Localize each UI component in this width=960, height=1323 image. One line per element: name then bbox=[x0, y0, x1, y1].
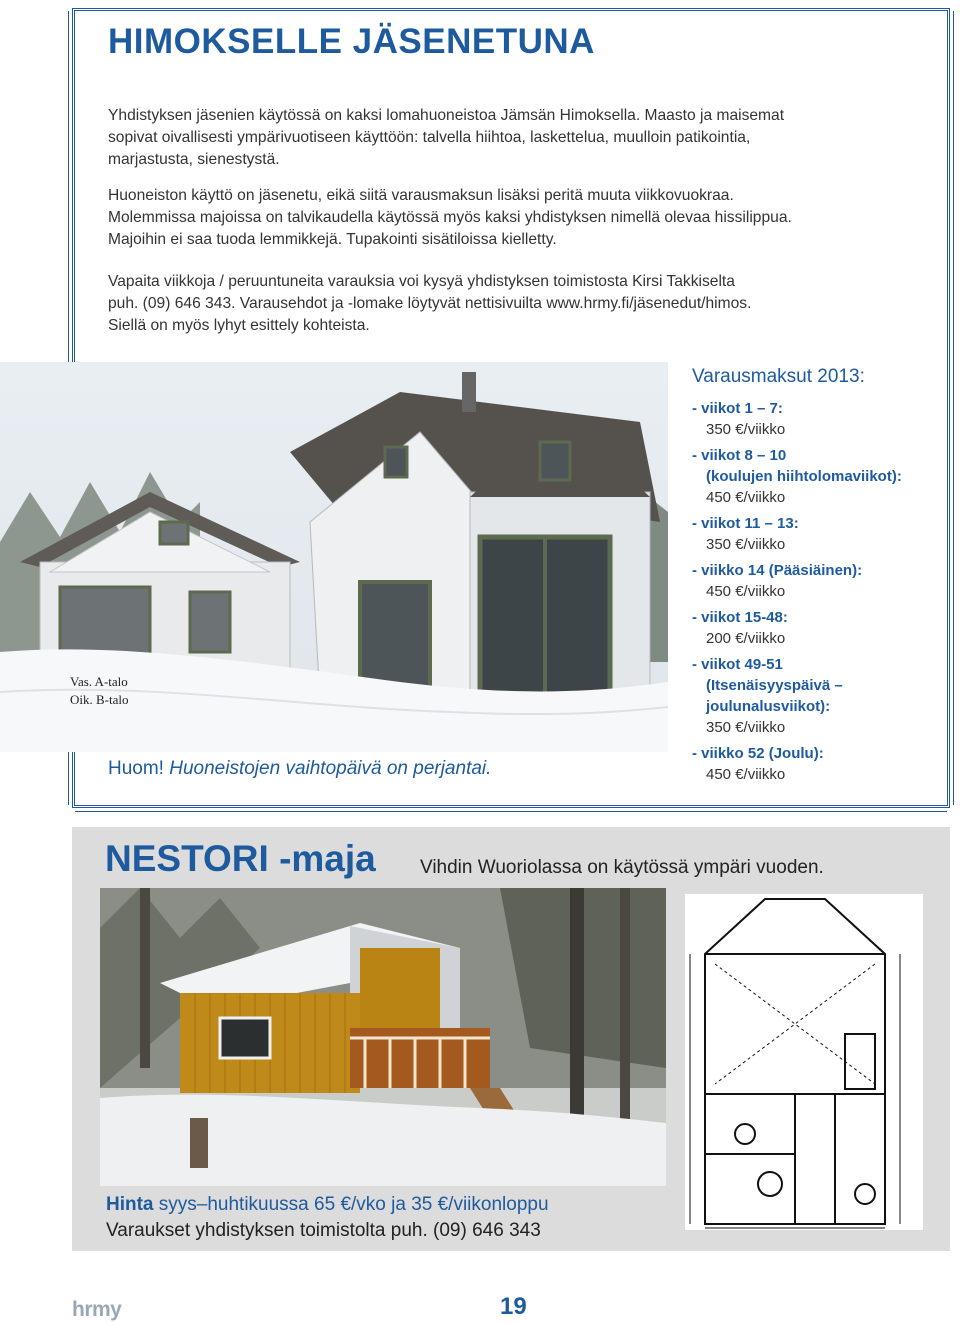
booking-line-3: Siellä on myös lyhyt esittely kohteista. bbox=[108, 317, 370, 334]
booking-paragraph bbox=[108, 271, 751, 337]
rate-label: - viikko 52 (Joulu): bbox=[692, 745, 824, 762]
rate-price: 450 €/viikko bbox=[706, 583, 786, 600]
intro-line-1: Yhdistyksen jäsenien käytössä on kaksi lomahuoneistoa Jämsän Himoksella. Maasto ja maisemat bbox=[108, 107, 785, 124]
rates-title: Varausmaksut 2013: bbox=[692, 366, 865, 387]
rate-label-cont: joulunalusviikot): bbox=[706, 698, 831, 715]
rate-item bbox=[692, 445, 950, 508]
rules-paragraph bbox=[108, 185, 792, 251]
rate-label: - viikot 15-48: bbox=[692, 609, 788, 626]
rate-price: 450 €/viikko bbox=[706, 489, 786, 506]
frame-edge-right bbox=[953, 11, 954, 805]
rate-label: - viikot 8 – 10 bbox=[692, 447, 787, 464]
price-label: Hinta bbox=[106, 1194, 154, 1215]
rate-price: 350 €/viikko bbox=[706, 719, 786, 736]
booking-line-1: Vapaita viikkoja / peruuntuneita varauksia voi kysyä yhdistyksen toimistosta Kirsi Takkiselta bbox=[108, 273, 735, 290]
rate-label-cont: (koulujen hiihtolomaviikot): bbox=[706, 468, 902, 485]
booking-line-2: puh. (09) 646 343. Varausehdot ja -lomake löytyvät nettisivuilta www.hrmy.fi/jäsenedut/himos. bbox=[108, 295, 752, 312]
rates-list bbox=[692, 398, 950, 790]
rate-price: 350 €/viikko bbox=[706, 421, 786, 438]
page-number: 19 bbox=[500, 1293, 527, 1320]
nestori-cabin-photo bbox=[100, 888, 666, 1186]
rate-item bbox=[692, 743, 950, 785]
intro-line-3: marjastusta, sienestystä. bbox=[108, 151, 280, 168]
rules-line-2: Molemmissa majoissa on talvikaudella käytössä myös kaksi yhdistyksen nimellä olevaa hissilippua. bbox=[108, 209, 792, 226]
frame-edge-bottom bbox=[75, 811, 947, 812]
rate-item bbox=[692, 607, 950, 649]
rate-label: - viikot 49-51 bbox=[692, 656, 783, 673]
intro-line-2: sopivat oivallisesti ympärivuotiseen käyttöön: talvella hiihtoa, laskettelua, muulloin patikointia, bbox=[108, 129, 751, 146]
nestori-subtitle: Vihdin Wuoriolassa on käytössä ympäri vuoden. bbox=[420, 857, 824, 878]
rate-item bbox=[692, 560, 950, 602]
rate-label: - viikot 11 – 13: bbox=[692, 515, 799, 532]
rate-price: 450 €/viikko bbox=[706, 766, 786, 783]
nestori-price-line bbox=[106, 1192, 549, 1218]
intro-paragraph bbox=[108, 105, 784, 171]
rate-item bbox=[692, 398, 950, 440]
himos-title: HIMOKSELLE JÄSENETUNA bbox=[108, 22, 595, 61]
rate-label: - viikot 1 – 7: bbox=[692, 400, 783, 417]
caption-line-a: Vas. A-talo bbox=[70, 674, 128, 689]
changeover-notice bbox=[108, 758, 491, 780]
rate-item bbox=[692, 654, 950, 738]
rate-price: 350 €/viikko bbox=[706, 536, 786, 553]
nestori-title: NESTORI -maja bbox=[105, 838, 376, 879]
nestori-floor-plan bbox=[685, 894, 923, 1230]
photo-caption bbox=[70, 673, 129, 709]
rate-item bbox=[692, 513, 950, 555]
rules-line-1: Huoneiston käyttö on jäsenetu, eikä siitä varausmaksun lisäksi peritä muuta viikkovuokraa. bbox=[108, 187, 734, 204]
rate-label-cont: (Itsenäisyyspäivä – bbox=[706, 677, 843, 694]
nestori-info bbox=[106, 1192, 549, 1244]
caption-line-b: Oik. B-talo bbox=[70, 692, 129, 707]
hrmy-logo: hrmy bbox=[72, 1298, 122, 1321]
rate-label: - viikko 14 (Pääsiäinen): bbox=[692, 562, 863, 579]
notice-text: Huoneistojen vaihtopäivä on perjantai. bbox=[169, 758, 492, 779]
rate-price: 200 €/viikko bbox=[706, 630, 786, 647]
notice-lead: Huom! bbox=[108, 758, 164, 779]
rules-line-3: Majoihin ei saa tuoda lemmikkejä. Tupakointi sisätiloissa kielletty. bbox=[108, 231, 557, 248]
nestori-booking-line: Varaukset yhdistyksen toimistolta puh. (09) 646 343 bbox=[106, 1220, 541, 1241]
price-text: syys–huhtikuussa 65 €/vko ja 35 €/viikonloppu bbox=[158, 1194, 549, 1215]
